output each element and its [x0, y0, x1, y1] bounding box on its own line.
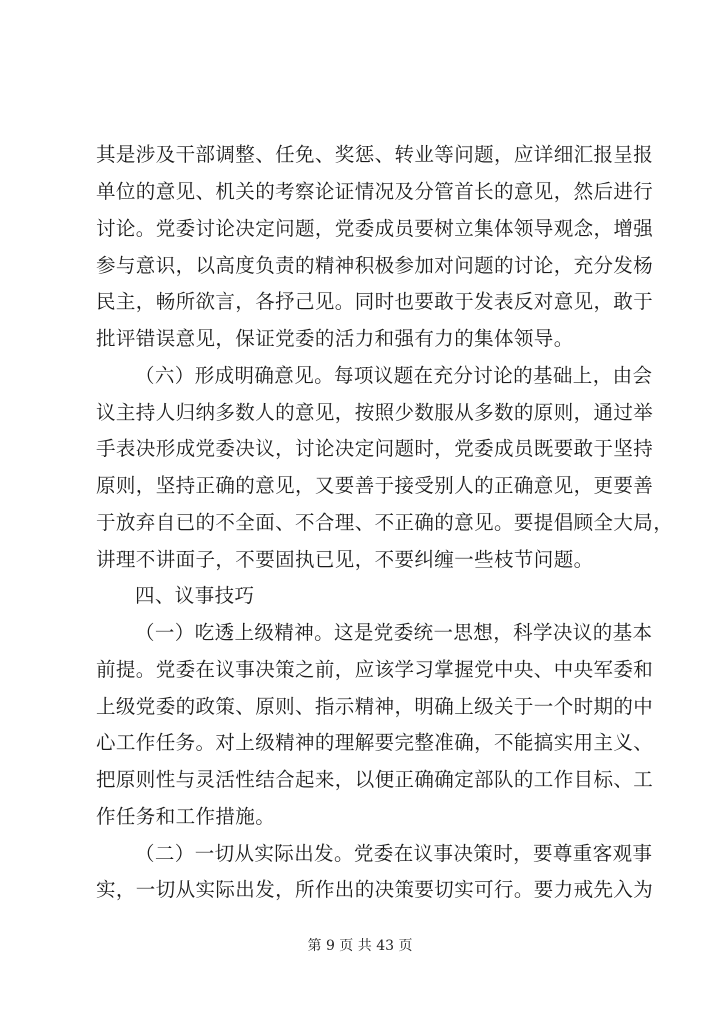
text-line: 单位的意见、机关的考察论证情况及分管首长的意见，然后进行 — [96, 180, 654, 203]
text-line: 把原则性与灵活性结合起来，以便正确确定部队的工作目标、工 — [96, 768, 654, 791]
text-line: 于放弃自已的不全面、不合理、不正确的意见。要提倡顾全大局， — [96, 511, 674, 534]
paragraph-start-line: （一）吃透上级精神。这是党委统一思想，科学决议的基本 — [135, 621, 653, 644]
text-line: 前提。党委在议事决策之前，应该学习掌握党中央、中央军委和 — [96, 658, 654, 681]
text-line: 批评错误意见，保证党委的活力和强有力的集体领导。 — [96, 327, 574, 350]
text-line: 议主持人归纳多数人的意见，按照少数服从多数的原则，通过举 — [96, 401, 654, 424]
text-line: 讲理不讲面子，不要固执已见，不要纠缠一些枝节问题。 — [96, 548, 594, 571]
text-line: 其是涉及干部调整、任免、奖惩、转业等问题，应详细汇报呈报 — [96, 143, 654, 166]
text-line: 实，一切从实际出发，所作出的决策要切实可行。要力戒先入为 — [96, 878, 654, 901]
paragraph-start-line: （二）一切从实际出发。党委在议事决策时，要尊重客观事 — [135, 842, 653, 865]
text-line: 上级党委的政策、原则、指示精神，明确上级关于一个时期的中 — [96, 695, 654, 718]
text-line: 参与意识，以高度负责的精神积极参加对问题的讨论，充分发杨 — [96, 254, 654, 277]
text-line: 手表决形成党委决议，讨论决定问题时，党委成员既要敢于坚持 — [96, 437, 654, 460]
text-line: 心工作任务。对上级精神的理解要完整准确，不能搞实用主义、 — [96, 731, 654, 754]
section-heading: 四、议事技巧 — [135, 584, 255, 607]
text-line: 作任务和工作措施。 — [96, 805, 276, 828]
page-number-footer: 第 9 页 共 43 页 — [307, 938, 413, 954]
text-line: 原则，坚持正确的意见，又要善于接受别人的正确意见，更要善 — [96, 474, 654, 497]
text-line: 民主，畅所欲言，各抒己见。同时也要敢于发表反对意见，敢于 — [96, 290, 654, 313]
paragraph-start-line: （六）形成明确意见。每项议题在充分讨论的基础上，由会 — [135, 364, 653, 387]
text-line: 讨论。党委讨论决定问题，党委成员要树立集体领导观念，增强 — [96, 217, 654, 240]
